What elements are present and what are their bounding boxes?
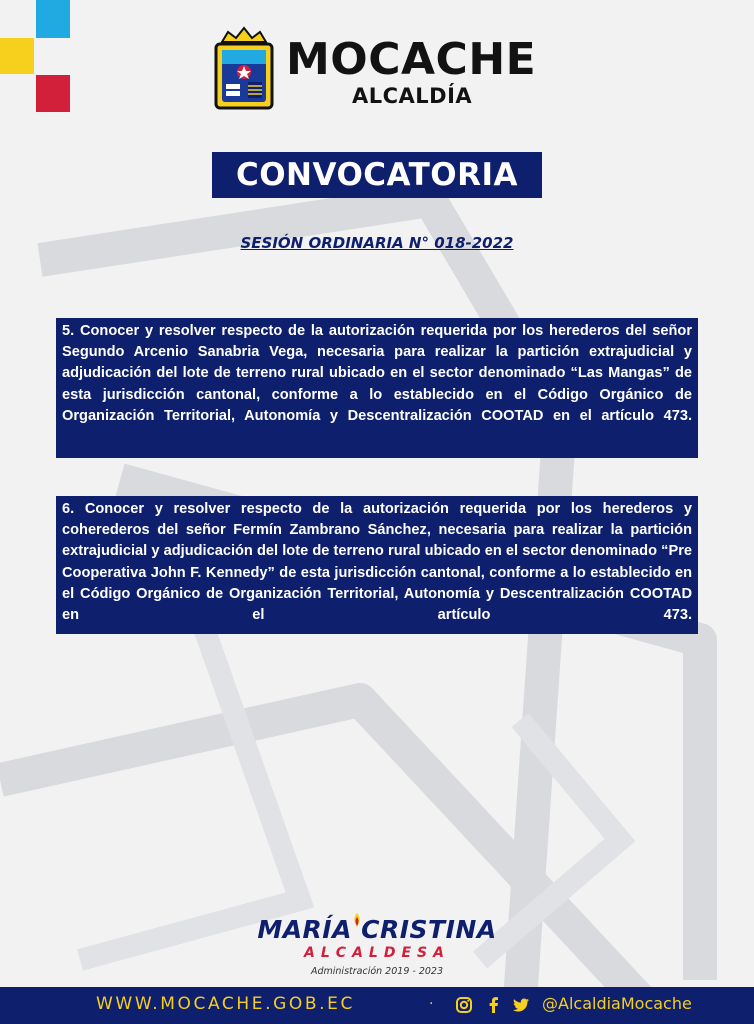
mocache-crest-icon [212, 24, 276, 110]
administration-period: Administración 2019 - 2023 [310, 966, 444, 977]
instagram-icon[interactable] [455, 996, 473, 1014]
cyan-block [36, 0, 70, 38]
brand-subtitle: ALCALDÍA [352, 84, 473, 108]
corner-color-blocks [0, 0, 72, 112]
yellow-block [0, 38, 34, 74]
footer-bar [0, 987, 754, 1024]
facebook-icon[interactable] [485, 996, 503, 1014]
title-banner: CONVOCATORIA [212, 152, 542, 198]
signature-title: ALCALDESA [304, 945, 450, 961]
social-handle[interactable]: @AlcaldiaMocache [542, 994, 692, 1013]
website-link[interactable]: WWW.MOCACHE.GOB.EC [96, 994, 355, 1014]
footer-separator: · [429, 996, 434, 1012]
twitter-icon[interactable] [512, 996, 530, 1014]
agenda-item-6: 6. Conocer y resolver respecto de la autorización requerida por los herederos y coherederos del señor Fermín Zambrano Sánchez, necesaria para realizar la partición extrajudicial y adjudicación del lote de terreno rural ubicado en el sector denominado “Pre Cooperativa John F. Kennedy” de esta jurisdicción cantonal, conforme a lo establecido en el Código Orgánico de Organización Territorial, Autonomía y Descentralización COOTAD en el artículo 473. [56, 496, 698, 634]
header-logo [212, 24, 552, 112]
agenda-item-5: 5. Conocer y resolver respecto de la autorización requerida por los herederos del señor Segundo Arcenio Sanabria Vega, necesaria para realizar la partición extrajudicial y adjudicación del lote de terreno rural ubicado en el sector denominado “Las Mangas” de esta jurisdicción cantonal, conforme a lo establecido en el Código Orgánico de Organización Territorial, Autonomía y Descentralización COOTAD en el artículo 473. [56, 318, 698, 458]
session-heading: SESIÓN ORDINARIA N° 018-2022 [240, 234, 514, 252]
brand-name: MOCACHE [286, 34, 537, 85]
red-block [36, 75, 70, 112]
signature-name: MARÍA CRISTINA [257, 915, 497, 944]
